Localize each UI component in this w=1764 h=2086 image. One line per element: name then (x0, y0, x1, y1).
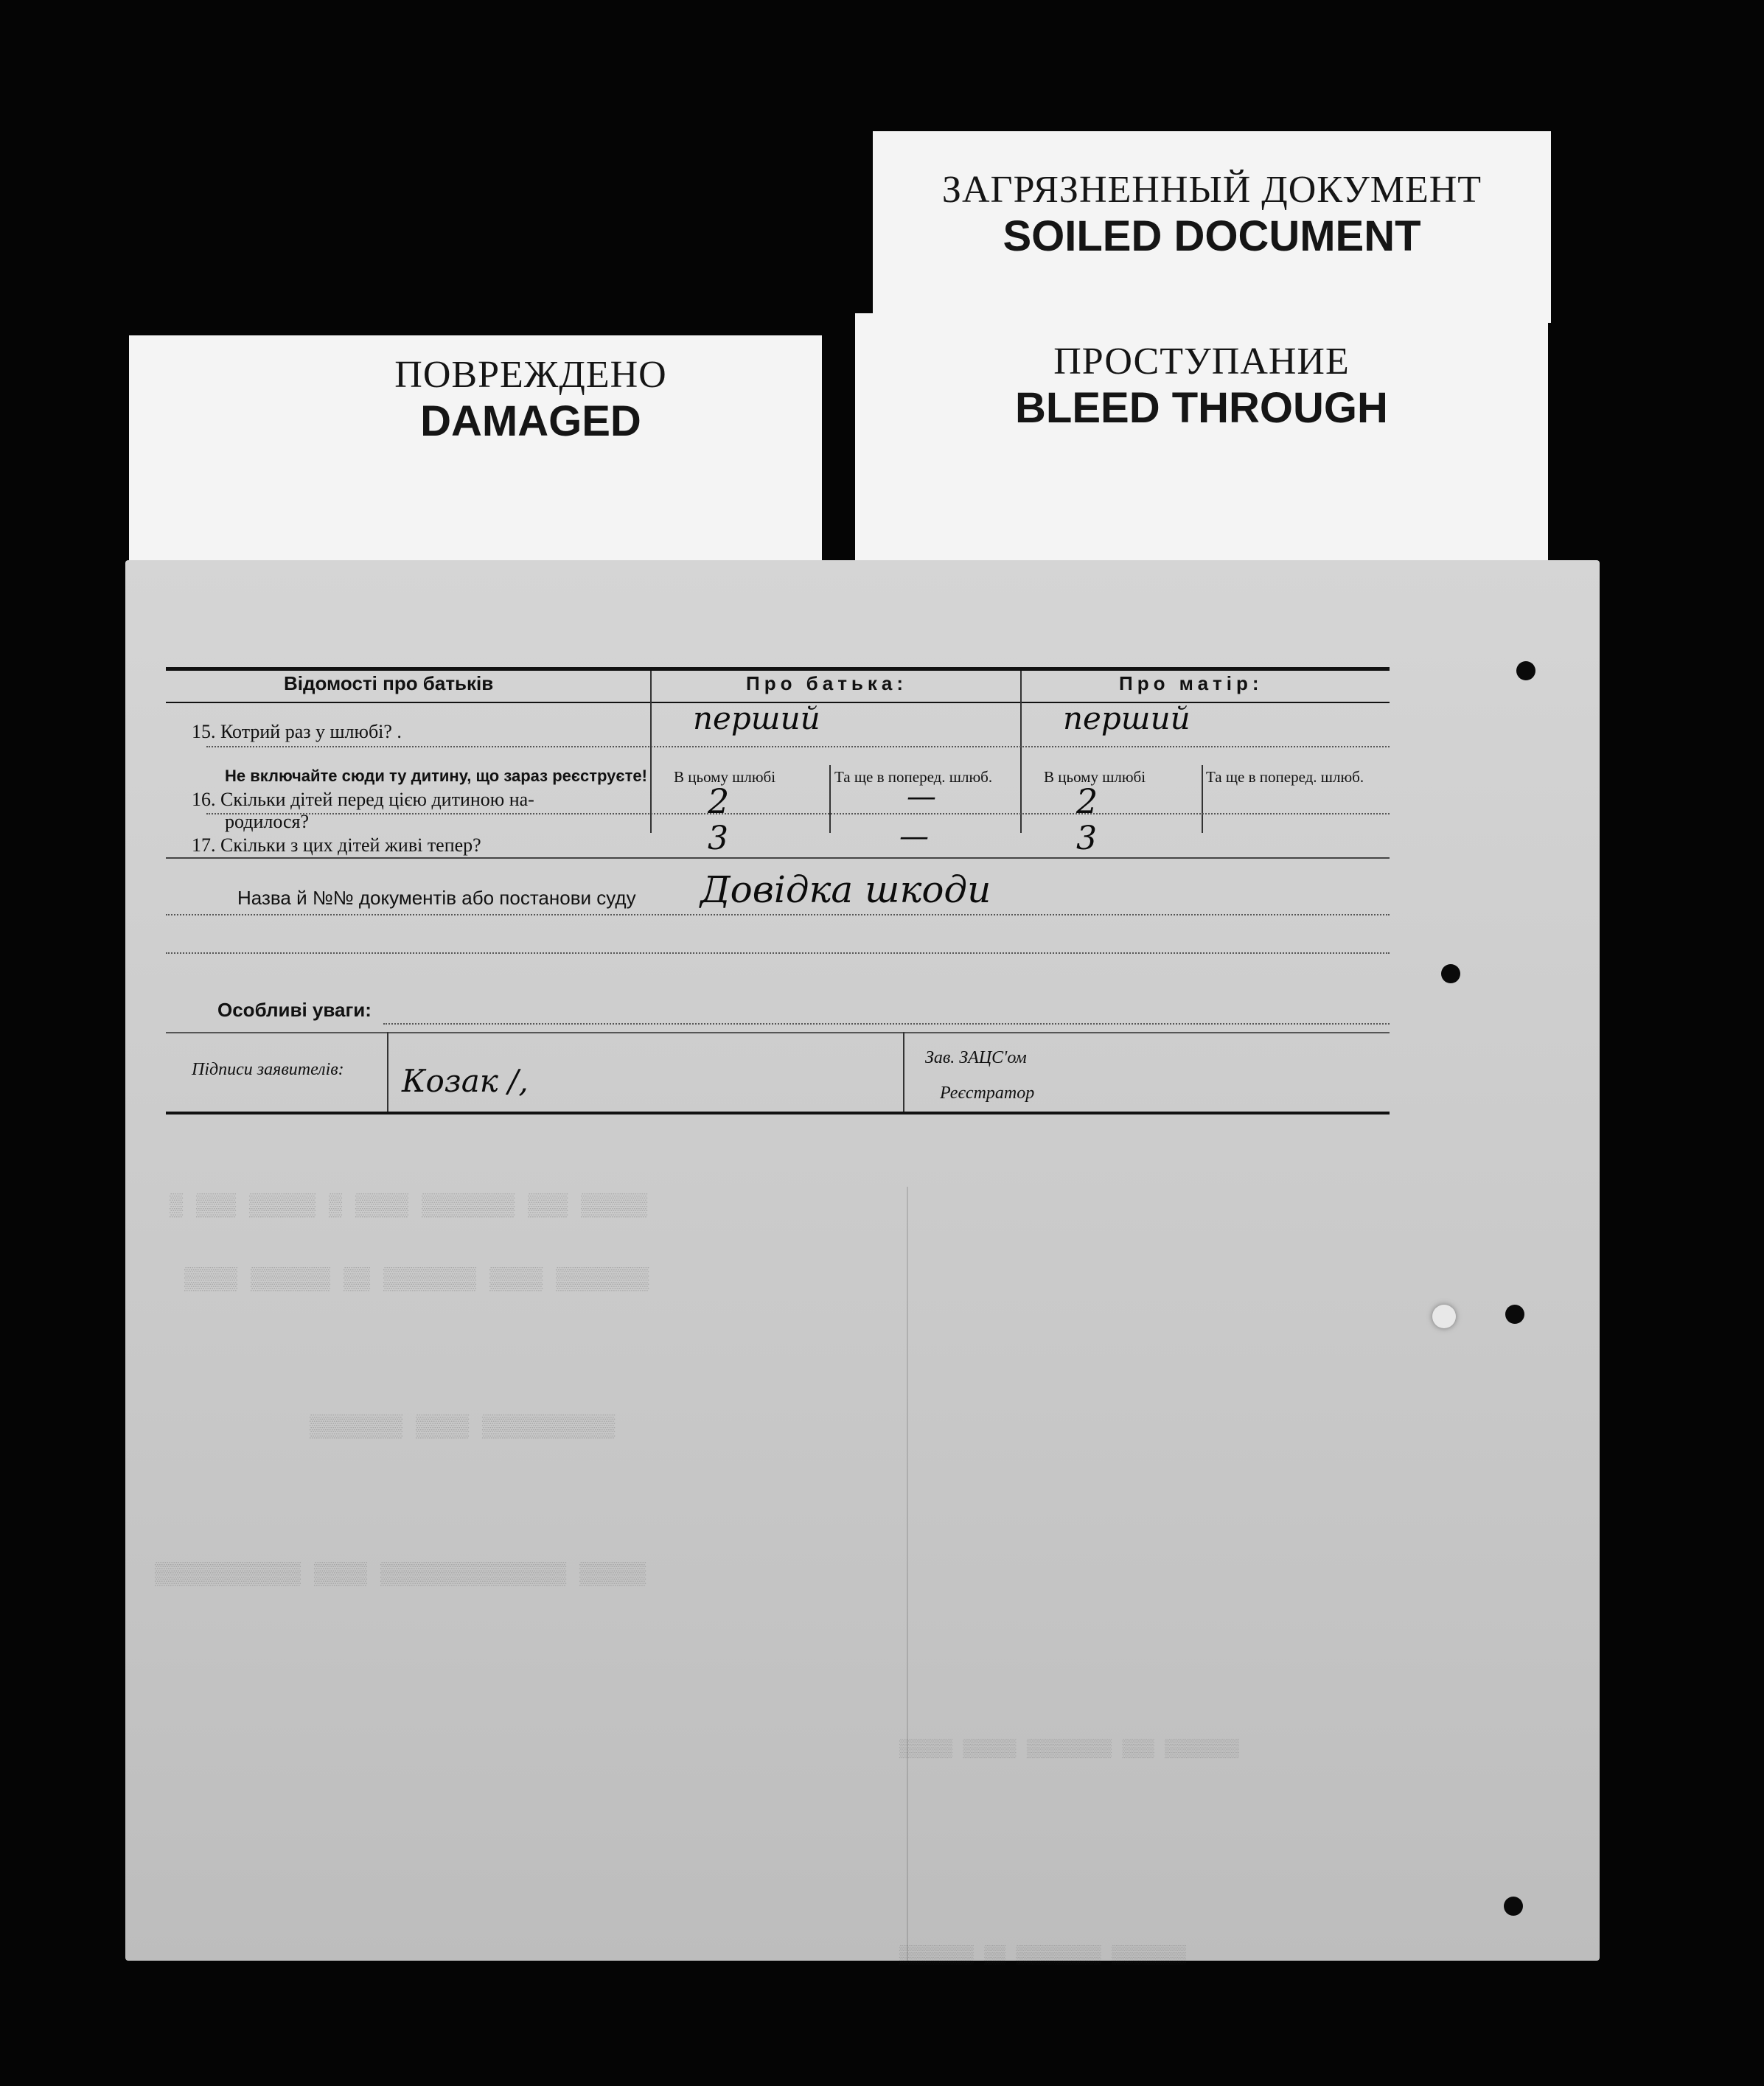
father-children-this: 2 (708, 781, 730, 821)
mother-previous-subheader: Та ще в поперед. шлюб. (1206, 768, 1364, 786)
question-17: 17. Скільки з цих дітей живі тепер? (192, 834, 481, 856)
father-header: Про батька: (746, 672, 908, 694)
bleed-label-ru: ПРОСТУПАНИЕ (1053, 341, 1350, 383)
applicant-signature: Козак /, (402, 1063, 529, 1099)
special-notes-label: Особливі уваги: (217, 999, 372, 1021)
punch-hole (1504, 1897, 1523, 1916)
column-divider (1202, 765, 1203, 833)
mother-alive-this: 3 (1076, 820, 1097, 857)
soiled-label-ru: ЗАГРЯЗНЕННЫЙ ДОКУМЕНТ (941, 169, 1482, 211)
bleed-through-line (907, 1187, 908, 1961)
parents-info-header: Відомості про батьків (284, 672, 494, 694)
father-this-marriage-subheader: В цьому шлюбі (674, 768, 776, 786)
bottom-rule (166, 1112, 1390, 1114)
father-alive-prev: — (899, 820, 929, 854)
documents-label: Назва й №№ документів або постанови суду (237, 887, 636, 909)
damaged-label-ru: ПОВРЕЖДЕНО (394, 354, 667, 396)
soiled-label-en: SOILED DOCUMENT (1003, 212, 1421, 260)
punch-hole (1505, 1305, 1524, 1324)
row-line (206, 813, 1390, 814)
father-previous-subheader: Та ще в поперед. шлюб. (834, 768, 993, 786)
document-sheet (125, 560, 1600, 1966)
question-16-line1: 16. Скільки дітей перед цією дитиною на- (192, 789, 534, 810)
bleed-through-shadow: ▒▒▒▒▒▒▒ ▒▒▒▒ ▒▒▒▒▒▒▒▒▒▒ (310, 1415, 616, 1440)
row-line (166, 1032, 1390, 1033)
bleed-through-shadow: ▒▒▒▒▒ ▒▒▒▒▒ ▒▒▒▒▒▒▒▒ ▒▒▒ ▒▒▒▒▒▒▒ (899, 1740, 1239, 1759)
bleed-through-shadow: ▒▒▒▒ ▒▒▒▒▒▒ ▒▒ ▒▒▒▒▒▒▒ ▒▒▒▒ ▒▒▒▒▒▒▒ (184, 1268, 649, 1293)
bleed-through-shadow: ▒▒▒▒▒▒▒ ▒▒ ▒▒▒▒▒▒▒▒ ▒▒▒▒▒▒▒ (899, 1946, 1186, 1966)
column-divider (387, 1032, 388, 1113)
row-line (166, 952, 1390, 954)
damaged-label (129, 335, 822, 579)
question-16-note: Не включайте сюди ту дитину, що зараз реєструєте! (225, 767, 647, 785)
mother-header: Про матір: (1119, 672, 1263, 694)
column-divider (650, 671, 652, 833)
damaged-label-en: DAMAGED (420, 397, 641, 445)
soiled-document-label (873, 131, 1551, 323)
question-16-line2: родилося? (225, 811, 310, 832)
signatures-label: Підписи заявителів: (192, 1060, 344, 1079)
father-children-prev: — (907, 780, 936, 814)
father-alive-this: 3 (708, 820, 728, 857)
punch-hole (1441, 964, 1460, 983)
bleed-through-shadow: ▒ ▒▒▒ ▒▒▒▒▒ ▒ ▒▒▒▒ ▒▒▒▒▒▒▒ ▒▒▒ ▒▒▒▒▒ (170, 1194, 648, 1219)
father-marriage-count: перший (693, 700, 820, 736)
column-divider (1020, 671, 1022, 833)
row-line (206, 746, 1390, 747)
documents-value: Довідка шкоди (700, 868, 991, 911)
registrar-label: Реєстратор (940, 1084, 1035, 1103)
row-line (166, 914, 1390, 915)
mother-this-marriage-subheader: В цьому шлюбі (1044, 768, 1146, 786)
bleed-through-label (855, 313, 1548, 568)
punch-hole (1516, 661, 1535, 680)
question-15: 15. Котрий раз у шлюбі? . (192, 721, 402, 742)
column-divider (829, 765, 831, 833)
bleed-through-shadow: ▒▒▒▒▒▒▒▒▒▒▒ ▒▒▒▒ ▒▒▒▒▒▒▒▒▒▒▒▒▒▒ ▒▒▒▒▒ (155, 1563, 646, 1588)
row-line (166, 857, 1390, 859)
mother-children-this: 2 (1076, 781, 1098, 821)
column-divider (903, 1032, 904, 1113)
top-rule (166, 667, 1390, 671)
row-line (383, 1023, 1390, 1025)
bleed-label-en: BLEED THROUGH (1015, 384, 1388, 432)
punch-hole (1432, 1305, 1456, 1328)
mother-marriage-count: перший (1063, 700, 1190, 736)
zags-head-label: Зав. ЗАЦС'ом (925, 1048, 1027, 1067)
